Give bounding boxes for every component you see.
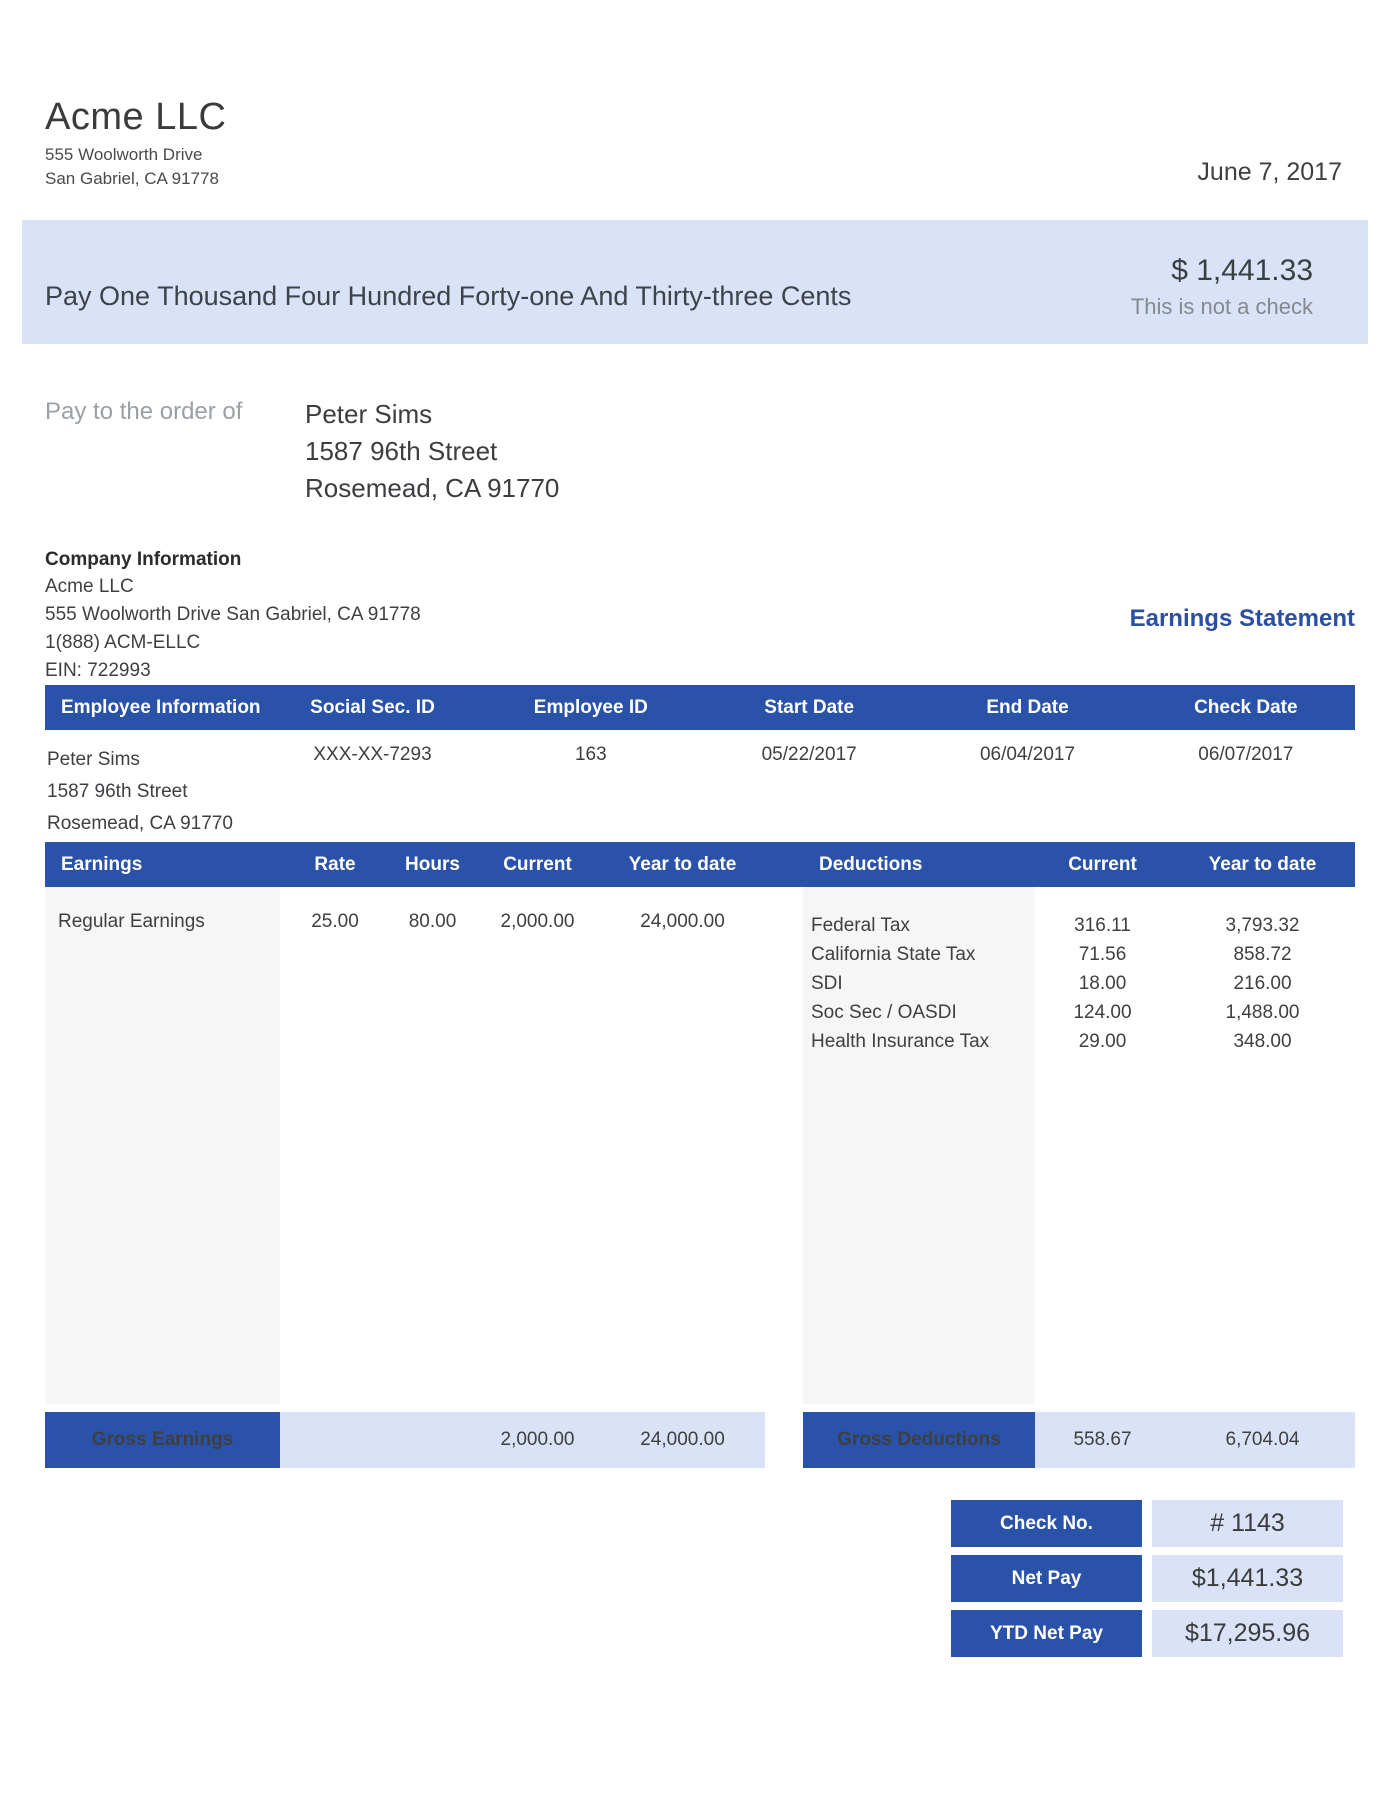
deduction-ytd: 1,488.00 bbox=[1225, 1002, 1300, 1023]
table-gap-column bbox=[765, 887, 803, 1404]
ytd-net-pay-value: $17,295.96 bbox=[1152, 1610, 1343, 1657]
header-deductions-year-to-date: Year to date bbox=[1208, 853, 1317, 875]
deduction-ytd: 348.00 bbox=[1233, 1031, 1292, 1052]
gross-earnings-spacer bbox=[390, 1412, 475, 1468]
company-name: Acme LLC bbox=[45, 96, 227, 138]
deduction-ytd: 216.00 bbox=[1233, 973, 1292, 994]
payee-street: 1587 96th Street bbox=[305, 436, 498, 466]
employee-start-date: 05/22/2017 bbox=[761, 744, 857, 765]
deduction-ytd: 3,793.32 bbox=[1225, 915, 1300, 936]
earning-row-name: Regular Earnings bbox=[58, 911, 205, 932]
header-start-date: Start Date bbox=[764, 696, 855, 718]
employee-address-block bbox=[45, 744, 263, 842]
check-no-label: Check No. bbox=[951, 1500, 1142, 1547]
deduction-name: Soc Sec / OASDI bbox=[811, 1002, 957, 1023]
deduction-ytd: 858.72 bbox=[1233, 944, 1292, 965]
ytd-net-pay-label: YTD Net Pay bbox=[951, 1610, 1142, 1657]
net-pay-value: $1,441.33 bbox=[1152, 1555, 1343, 1602]
payee-address-block bbox=[305, 396, 559, 507]
company-info-address: 555 Woolworth Drive San Gabriel, CA 91778 bbox=[45, 604, 421, 625]
deduction-current: 29.00 bbox=[1078, 1031, 1127, 1052]
gross-totals-row bbox=[45, 1412, 1355, 1468]
employee-end-date: 06/04/2017 bbox=[979, 744, 1076, 765]
earnings-table-header bbox=[45, 842, 1355, 887]
deduction-current: 316.11 bbox=[1074, 915, 1131, 936]
header-rate: Rate bbox=[314, 853, 356, 875]
employee-city: Rosemead, CA 91770 bbox=[47, 813, 233, 834]
gross-deductions-label: Gross Deductions bbox=[803, 1412, 1035, 1468]
employee-ssn: XXX-XX-7293 bbox=[313, 744, 432, 765]
gross-earnings-ytd: 24,000.00 bbox=[600, 1412, 765, 1468]
pay-amount-block bbox=[1131, 254, 1313, 320]
earnings-statement-title: Earnings Statement bbox=[1129, 605, 1355, 632]
company-info-ein: EIN: 722993 bbox=[45, 660, 151, 681]
company-info-phone: 1(888) ACM-ELLC bbox=[45, 632, 201, 653]
deduction-current: 71.56 bbox=[1078, 944, 1127, 965]
employee-street: 1587 96th Street bbox=[47, 781, 188, 802]
employee-id: 163 bbox=[574, 744, 607, 765]
statement-date: June 7, 2017 bbox=[1197, 158, 1342, 186]
header-check-date: Check Date bbox=[1194, 696, 1298, 718]
earnings-name-column bbox=[45, 887, 280, 1404]
header-employee-id: Employee ID bbox=[533, 696, 648, 718]
employee-table-header bbox=[45, 685, 1355, 730]
company-address bbox=[45, 143, 1355, 191]
earnings-table-body bbox=[45, 887, 1355, 1404]
earning-rate: 25.00 bbox=[311, 911, 359, 932]
earning-hours: 80.00 bbox=[408, 911, 457, 932]
company-info-name: Acme LLC bbox=[45, 576, 134, 597]
gross-earnings-spacer bbox=[280, 1412, 390, 1468]
deduction-name: SDI bbox=[811, 973, 843, 994]
deductions-ytd-column bbox=[1170, 887, 1355, 1404]
deduction-current: 124.00 bbox=[1073, 1002, 1132, 1023]
deduction-name: Federal Tax bbox=[811, 915, 910, 936]
header-deductions-current: Current bbox=[1068, 853, 1137, 875]
pay-amount-value: $ 1,441.33 bbox=[1171, 254, 1313, 287]
deductions-name-column bbox=[803, 887, 1035, 1404]
earning-current: 2,000.00 bbox=[500, 911, 575, 932]
pay-amount-words: Pay One Thousand Four Hundred Forty-one And Thirty-three Cents bbox=[45, 280, 852, 311]
deduction-name: California State Tax bbox=[811, 944, 976, 965]
net-pay-label: Net Pay bbox=[951, 1555, 1142, 1602]
company-address-line1: 555 Woolworth Drive bbox=[45, 145, 203, 164]
header-year-to-date: Year to date bbox=[628, 853, 737, 875]
check-no-value: # 1143 bbox=[1152, 1500, 1343, 1547]
payee-name: Peter Sims bbox=[305, 399, 433, 429]
header-current: Current bbox=[503, 853, 572, 875]
employee-check-date: 06/07/2017 bbox=[1198, 744, 1294, 765]
deductions-current-column bbox=[1035, 887, 1170, 1404]
pay-summary bbox=[951, 1500, 1343, 1657]
earning-ytd: 24,000.00 bbox=[640, 911, 725, 932]
deduction-name: Health Insurance Tax bbox=[811, 1031, 990, 1052]
employee-table-row bbox=[45, 730, 1355, 842]
header-employee-information: Employee Information bbox=[61, 696, 261, 718]
company-address-line2: San Gabriel, CA 91778 bbox=[45, 169, 219, 188]
header-social-sec-id: Social Sec. ID bbox=[310, 696, 435, 718]
summary-row-ytd-net-pay bbox=[951, 1610, 1343, 1657]
header-hours: Hours bbox=[405, 853, 460, 875]
summary-row-check-no bbox=[951, 1500, 1343, 1547]
pay-to-label: Pay to the order of bbox=[45, 398, 243, 425]
employee-name: Peter Sims bbox=[47, 749, 140, 770]
gross-deductions-ytd: 6,704.04 bbox=[1170, 1412, 1355, 1468]
company-info-heading: Company Information bbox=[45, 549, 242, 570]
deduction-current: 18.00 bbox=[1078, 973, 1127, 994]
company-header bbox=[45, 95, 1355, 191]
header-earnings: Earnings bbox=[61, 853, 143, 875]
summary-row-net-pay bbox=[951, 1555, 1343, 1602]
gross-earnings-label: Gross Earnings bbox=[45, 1412, 280, 1468]
not-a-check-note: This is not a check bbox=[1130, 294, 1313, 319]
header-end-date: End Date bbox=[986, 696, 1069, 718]
pay-amount-banner bbox=[22, 220, 1368, 344]
pay-to-section bbox=[45, 396, 1355, 507]
gross-gap bbox=[765, 1412, 803, 1468]
gross-earnings-current: 2,000.00 bbox=[475, 1412, 600, 1468]
payee-city: Rosemead, CA 91770 bbox=[305, 473, 560, 503]
gross-deductions-current: 558.67 bbox=[1035, 1412, 1170, 1468]
header-deductions: Deductions bbox=[819, 853, 923, 875]
company-info-section bbox=[45, 547, 1355, 685]
